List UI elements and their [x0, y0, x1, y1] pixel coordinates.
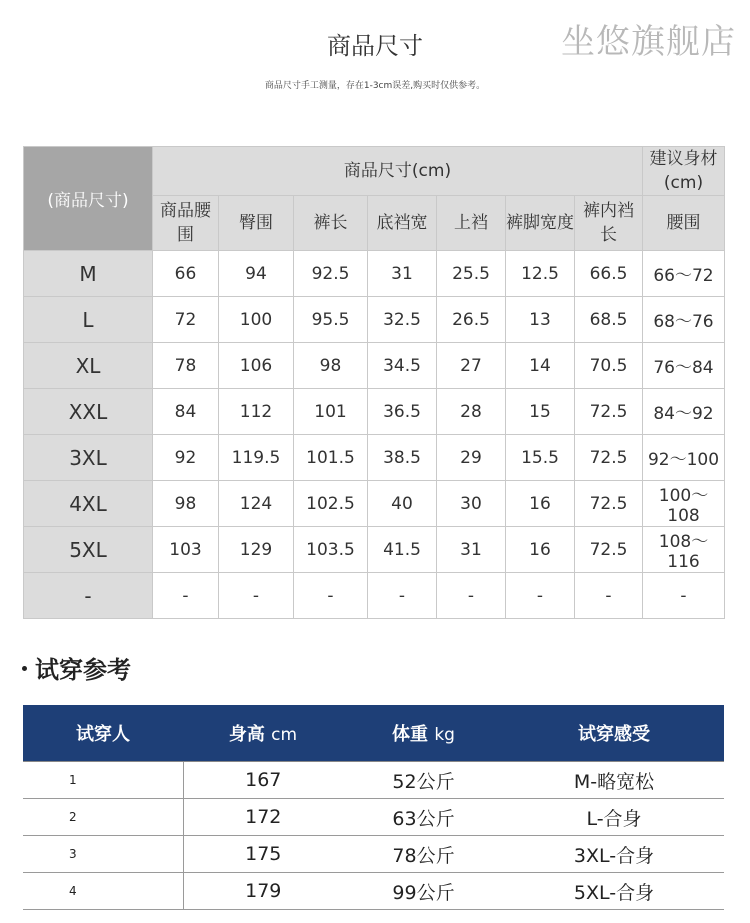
col-header: 臀围 [219, 196, 294, 251]
size-cell: 66 [153, 251, 219, 297]
col-header: 底裆宽 [368, 196, 437, 251]
size-label: - [24, 573, 153, 619]
try-cell-height: 172 [183, 799, 343, 836]
measurement-note: 商品尺寸手工测量，存在1-3cm误差,购买时仅供参考。 [264, 81, 486, 91]
size-cell: 112 [219, 389, 294, 435]
try-cell-weight: 99公斤 [343, 873, 504, 910]
try-section-title [22, 650, 131, 685]
size-cell: 36.5 [368, 389, 437, 435]
size-cell: - [437, 573, 506, 619]
size-cell: 15 [506, 389, 575, 435]
size-label: XL [24, 343, 153, 389]
size-cell: 124 [219, 481, 294, 527]
size-group-header: 商品尺寸(cm) [153, 147, 643, 196]
size-cell: 129 [219, 527, 294, 573]
size-cell: 94 [219, 251, 294, 297]
try-cell-weight: 63公斤 [343, 799, 504, 836]
try-table [23, 705, 724, 910]
size-row [24, 435, 725, 481]
try-section-title-text: 试穿参考 [35, 656, 131, 684]
size-row [24, 297, 725, 343]
try-row [23, 762, 724, 799]
size-cell: 108～116 [643, 527, 725, 573]
size-cell: 95.5 [294, 297, 368, 343]
col-header: 上裆 [437, 196, 506, 251]
size-cell: - [368, 573, 437, 619]
try-cell-no: 4 [23, 873, 183, 910]
try-header-label: 试穿人 [76, 724, 130, 745]
try-cell-no: 1 [23, 762, 183, 799]
size-cell: 28 [437, 389, 506, 435]
size-cell: 30 [437, 481, 506, 527]
size-table [23, 146, 725, 619]
size-cell: 38.5 [368, 435, 437, 481]
try-header-height [183, 705, 343, 762]
size-cell: 68～76 [643, 297, 725, 343]
size-row [24, 343, 725, 389]
size-label: 5XL [24, 527, 153, 573]
size-cell: 70.5 [575, 343, 643, 389]
size-label: M [24, 251, 153, 297]
size-cell: 84～92 [643, 389, 725, 435]
size-cell: 106 [219, 343, 294, 389]
try-cell-no: 2 [23, 799, 183, 836]
size-cell: 72.5 [575, 389, 643, 435]
size-cell: 27 [437, 343, 506, 389]
size-cell: - [506, 573, 575, 619]
size-cell: 101 [294, 389, 368, 435]
size-cell: 119.5 [219, 435, 294, 481]
size-cell: 84 [153, 389, 219, 435]
try-cell-feel: M-略宽松 [504, 762, 724, 799]
size-cell: 66～72 [643, 251, 725, 297]
size-cell: - [294, 573, 368, 619]
size-row [24, 389, 725, 435]
try-cell-weight: 52公斤 [343, 762, 504, 799]
size-cell: 98 [153, 481, 219, 527]
try-header-weight [343, 705, 504, 762]
col-header: 腰围 [643, 196, 725, 251]
size-cell: 14 [506, 343, 575, 389]
try-row [23, 836, 724, 873]
try-header-unit: cm [271, 725, 298, 745]
col-header: 裤内裆长 [575, 196, 643, 251]
col-header: 裤脚宽度 [506, 196, 575, 251]
size-cell: 32.5 [368, 297, 437, 343]
try-cell-feel: 5XL-合身 [504, 873, 724, 910]
size-cell: 13 [506, 297, 575, 343]
size-cell: 25.5 [437, 251, 506, 297]
size-cell: 100～108 [643, 481, 725, 527]
page-title: 商品尺寸 [327, 32, 423, 60]
size-cell: 16 [506, 481, 575, 527]
bullet-icon [22, 666, 27, 671]
try-header-label: 身高 [228, 724, 265, 745]
size-cell: 31 [368, 251, 437, 297]
size-cell: 76～84 [643, 343, 725, 389]
size-cell: 100 [219, 297, 294, 343]
try-cell-height: 179 [183, 873, 343, 910]
size-cell: 66.5 [575, 251, 643, 297]
col-header: 裤长 [294, 196, 368, 251]
size-cell: - [219, 573, 294, 619]
size-cell: 15.5 [506, 435, 575, 481]
size-cell: 92 [153, 435, 219, 481]
size-row [24, 527, 725, 573]
size-cell: - [153, 573, 219, 619]
suggest-header: 建议身材(cm) [643, 147, 725, 196]
try-cell-height: 167 [183, 762, 343, 799]
size-cell: 103 [153, 527, 219, 573]
try-header-unit: kg [434, 725, 455, 745]
size-cell: 16 [506, 527, 575, 573]
col-header: 商品腰围 [153, 196, 219, 251]
size-cell: 72.5 [575, 481, 643, 527]
size-cell: - [643, 573, 725, 619]
size-cell: 72.5 [575, 527, 643, 573]
size-cell: 12.5 [506, 251, 575, 297]
size-cell: - [575, 573, 643, 619]
size-label: 3XL [24, 435, 153, 481]
size-cell: 40 [368, 481, 437, 527]
try-cell-weight: 78公斤 [343, 836, 504, 873]
size-cell: 29 [437, 435, 506, 481]
size-cell: 92.5 [294, 251, 368, 297]
size-row [24, 251, 725, 297]
size-cell: 26.5 [437, 297, 506, 343]
try-row [23, 873, 724, 910]
try-header-label: 体重 [392, 724, 429, 745]
size-cell: 103.5 [294, 527, 368, 573]
size-cell: 41.5 [368, 527, 437, 573]
size-cell: 101.5 [294, 435, 368, 481]
size-row [24, 573, 725, 619]
try-cell-feel: L-合身 [504, 799, 724, 836]
size-label: XXL [24, 389, 153, 435]
size-cell: 68.5 [575, 297, 643, 343]
try-row [23, 799, 724, 836]
size-cell: 72 [153, 297, 219, 343]
size-cell: 78 [153, 343, 219, 389]
size-cell: 98 [294, 343, 368, 389]
size-label: 4XL [24, 481, 153, 527]
size-cell: 31 [437, 527, 506, 573]
size-cell: 102.5 [294, 481, 368, 527]
size-corner-label: (商品尺寸) [24, 147, 153, 251]
try-cell-feel: 3XL-合身 [504, 836, 724, 873]
try-header-person [23, 705, 183, 762]
size-cell: 72.5 [575, 435, 643, 481]
try-cell-no: 3 [23, 836, 183, 873]
size-cell: 34.5 [368, 343, 437, 389]
size-label: L [24, 297, 153, 343]
size-row [24, 481, 725, 527]
try-cell-height: 175 [183, 836, 343, 873]
brand-watermark: 坐悠旗舰店 [561, 22, 736, 62]
size-cell: 92～100 [643, 435, 725, 481]
try-header-feel [504, 705, 724, 762]
try-header-label: 试穿感受 [578, 724, 650, 745]
